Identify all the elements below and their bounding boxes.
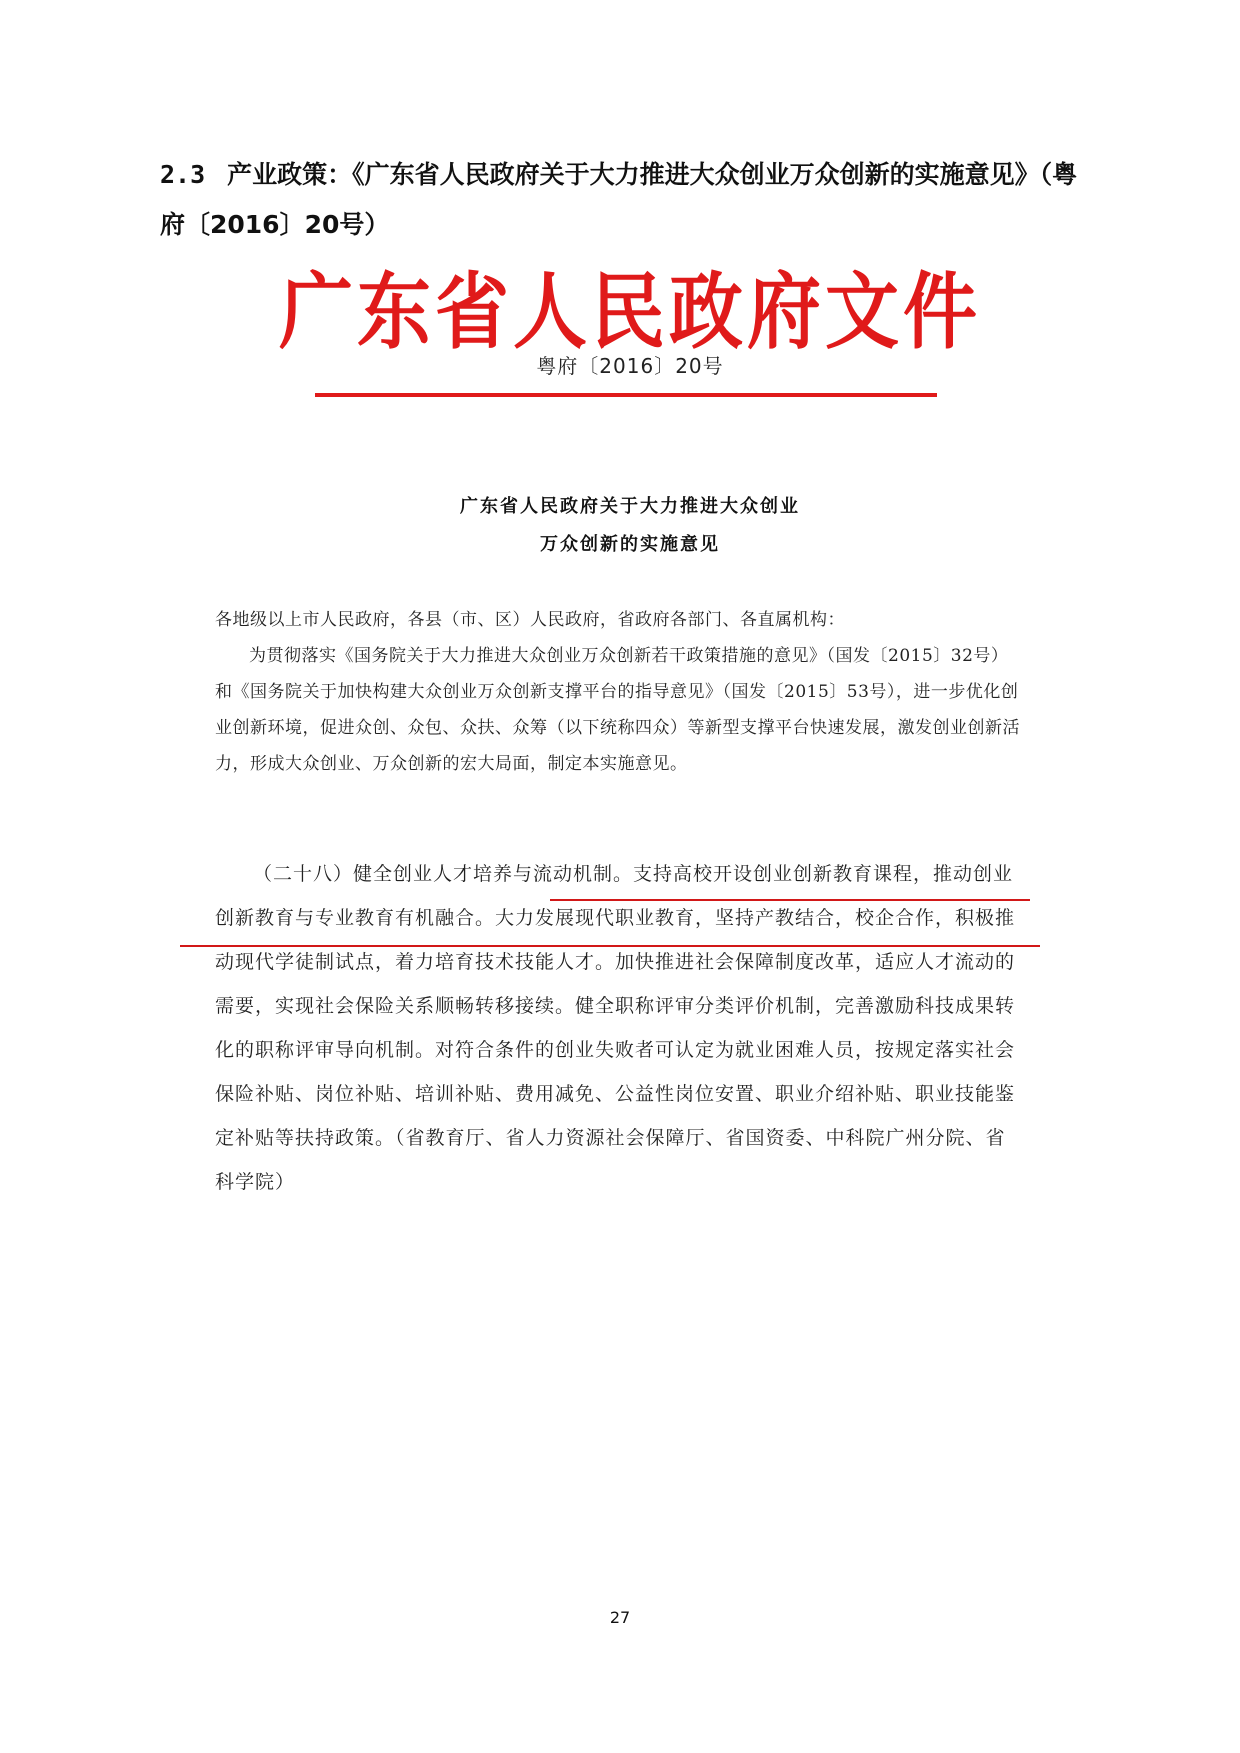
article-28: （二十八）健全创业人才培养与流动机制。支持高校开设创业创新教育课程，推动创业创新教育与专业教育有机融合。大力发展现代职业教育，坚持产教结合，校企合作，积极推动现代学徒制试点，着力培育技术技能人才。加快推进社会保障制度改革，适应人才流动的需要，实现社会保险关系顺畅转移接续。健全职称评审分类评价机制，完善激励科技成果转化的职称评审导向机制。对符合条件的创业失败者可认定为就业困难人员，按规定落实社会保险补贴、岗位补贴、培训补贴、费用减免、公益性岗位安置、职业介绍补贴、职业技能鉴定补贴等扶持政策。（省教育厅、省人力资源社会保障厅、省国资委、中科院广州分院、省科学院） bbox=[215, 863, 1016, 1193]
page-number: 27 bbox=[609, 1608, 631, 1627]
document-title-line-1: 广东省人民政府关于大力推进大众创业 bbox=[460, 496, 800, 517]
document-number: 粤府〔2016〕20号 bbox=[536, 354, 724, 378]
issuer-header: 广东省人民政府文件 bbox=[279, 264, 981, 361]
red-divider bbox=[315, 393, 937, 397]
section-title: 产业政策：《广东省人民政府关于大力推进大众创业万众创新的实施意见》（粤府〔2016〕20号） bbox=[160, 160, 1078, 239]
section-number: 2.3 bbox=[160, 160, 206, 189]
intro-paragraph: 为贯彻落实《国务院关于大力推进大众创业万众创新若干政策措施的意见》（国发〔2015〕32号）和《国务院关于加快构建大众创业万众创新支撑平台的指导意见》（国发〔2015〕53号），进一步优化创业创新环境，促进众创、众包、众扶、众筹（以下统称四众）等新型支撑平台快速发展，激发创业创新活力，形成大众创业、万众创新的宏大局面，制定本实施意见。 bbox=[215, 646, 1020, 774]
document-title-line-2: 万众创新的实施意见 bbox=[540, 534, 720, 555]
addressee: 各地级以上市人民政府，各县（市、区）人民政府，省政府各部门、各直属机构： bbox=[215, 610, 845, 630]
scanned-document bbox=[205, 262, 1055, 1192]
highlight-underline bbox=[180, 945, 1040, 947]
section-heading bbox=[160, 150, 1100, 250]
highlight-underline bbox=[550, 899, 1030, 901]
